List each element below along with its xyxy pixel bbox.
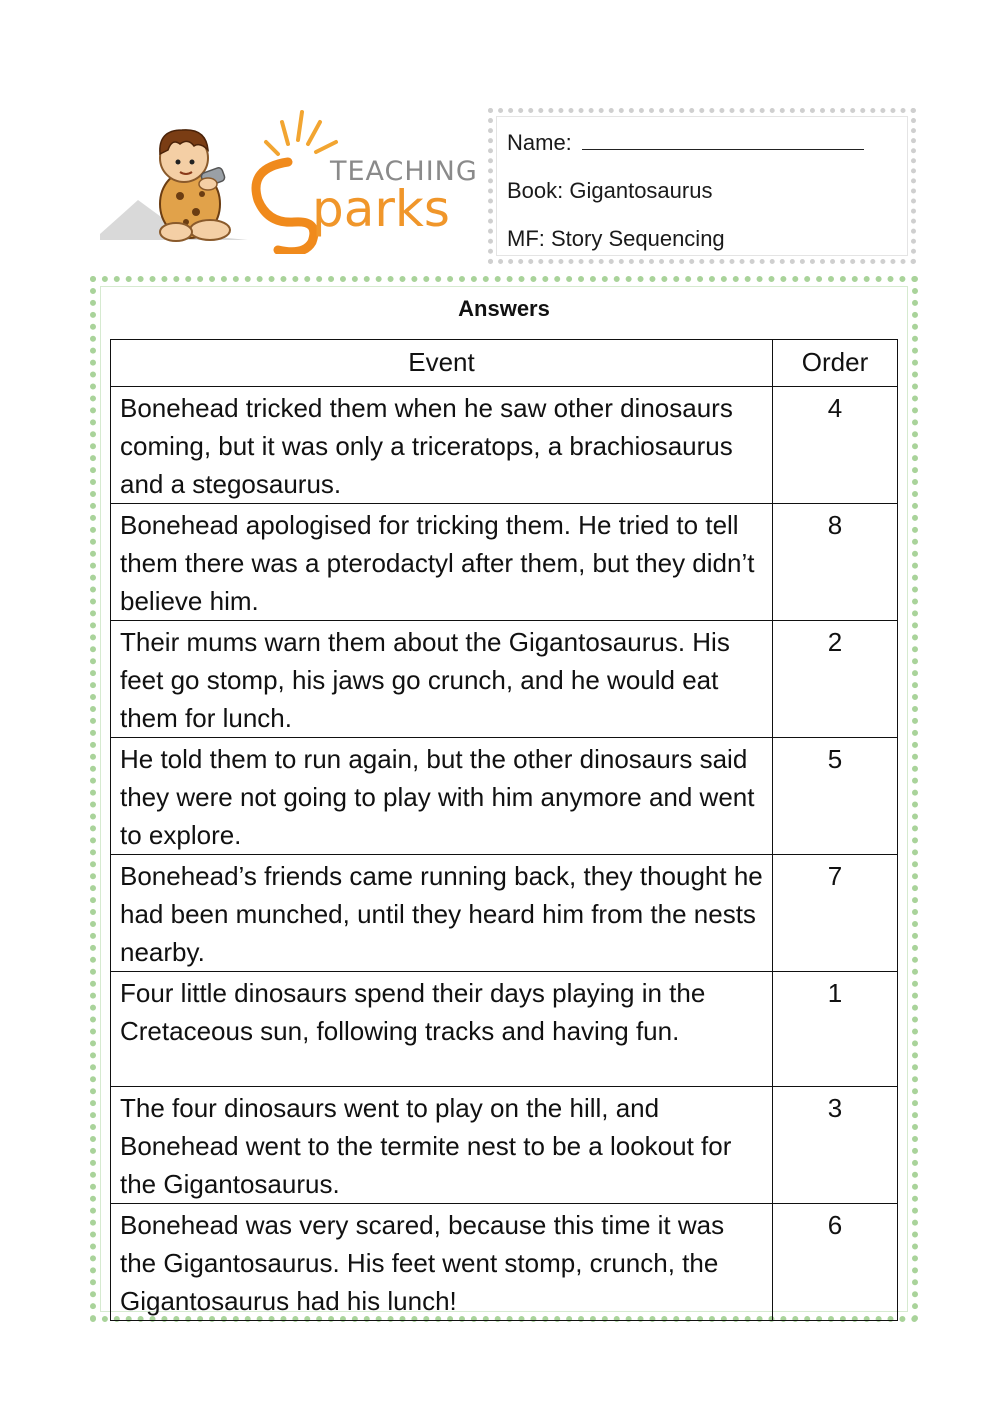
event-cell: Bonehead apologised for tricking them. He tried to tell them there was a pterodactyl after them, but they didn’t believe him. — [111, 504, 773, 621]
order-cell: 3 — [773, 1087, 898, 1204]
event-cell: He told them to run again, but the other dinosaurs said they were not going to play with him anymore and went to explore. — [111, 738, 773, 855]
table-row — [111, 855, 898, 972]
event-cell: Bonehead was very scared, because this time it was the Gigantosaurus. His feet went stomp, crunch, the Gigantosaurus had his lunch! — [111, 1204, 773, 1321]
book-line: Book: Gigantosaurus — [507, 178, 713, 203]
name-line — [507, 123, 911, 171]
order-cell: 8 — [773, 504, 898, 621]
table-row — [111, 387, 898, 504]
event-cell: Their mums warn them about the Gigantosaurus. His feet go stomp, his jaws go crunch, and he would eat them for lunch. — [111, 621, 773, 738]
event-cell: Bonehead’s friends came running back, they thought he had been munched, until they heard him from the nests nearby. — [111, 855, 773, 972]
student-info-box — [488, 108, 916, 264]
table-header-row — [111, 340, 898, 387]
event-column-header: Event — [111, 340, 773, 387]
order-cell: 2 — [773, 621, 898, 738]
order-cell: 4 — [773, 387, 898, 504]
event-cell: Four little dinosaurs spend their days playing in the Cretaceous sun, following tracks and having fun. — [111, 972, 773, 1087]
table-row — [111, 621, 898, 738]
svg-text:parks: parks — [312, 180, 450, 238]
order-cell: 6 — [773, 1204, 898, 1321]
name-label: Name: — [507, 130, 572, 155]
teaching-sparks-logo — [98, 104, 478, 254]
event-cell: Bonehead tricked them when he saw other dinosaurs coming, but it was only a triceratops, a brachiosaurus and a stegosaurus. — [111, 387, 773, 504]
name-blank-field[interactable] — [582, 127, 864, 150]
table-row — [111, 1204, 898, 1321]
order-column-header: Order — [773, 340, 898, 387]
answers-table — [110, 339, 898, 1321]
mf-line: MF: Story Sequencing — [507, 226, 725, 251]
logo-teaching-text: TEACHING — [330, 156, 478, 187]
answers-title: Answers — [458, 296, 550, 321]
event-cell: The four dinosaurs went to play on the hill, and Bonehead went to the termite nest to be a lookout for the Gigantosaurus. — [111, 1087, 773, 1204]
order-cell: 5 — [773, 738, 898, 855]
order-cell: 1 — [773, 972, 898, 1087]
table-row — [111, 972, 898, 1087]
table-row — [111, 738, 898, 855]
table-row — [111, 504, 898, 621]
table-row — [111, 1087, 898, 1204]
order-cell: 7 — [773, 855, 898, 972]
